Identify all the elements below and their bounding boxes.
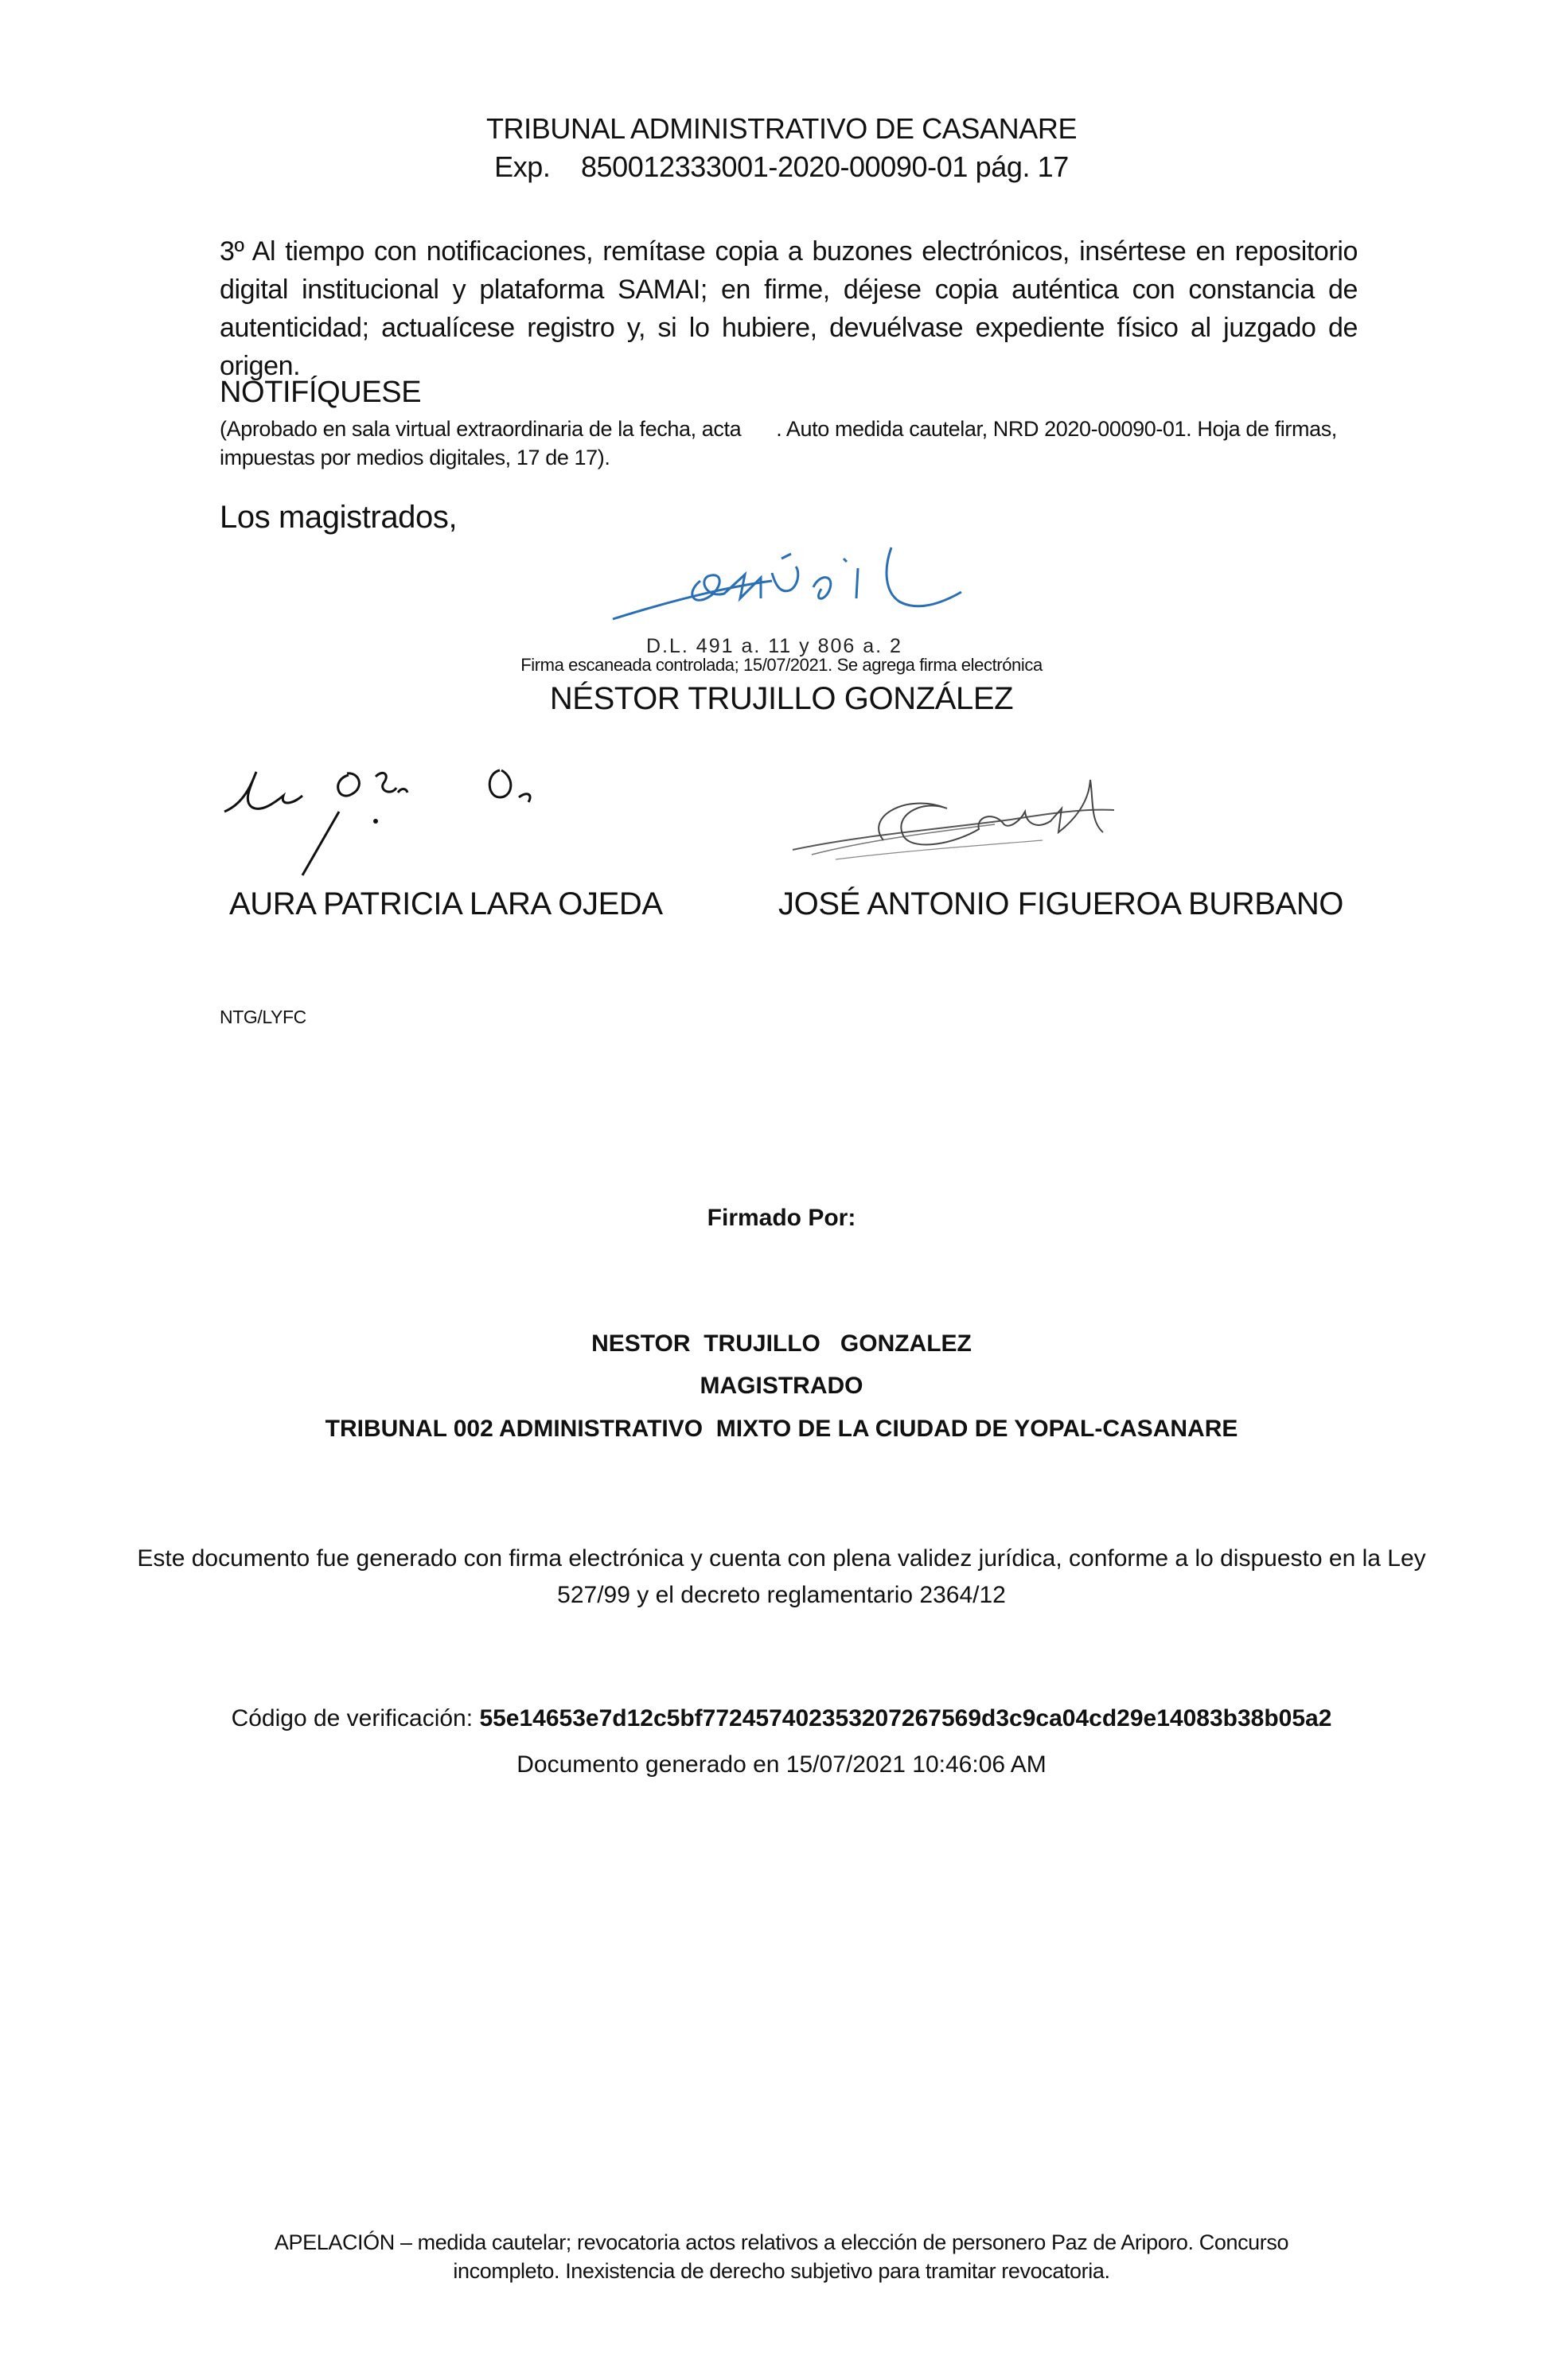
approval-note-part-b: . Auto medida cautelar, NRD 2020-00090-01. Hoja de firmas, xyxy=(776,417,1337,441)
exp-label: Exp. xyxy=(494,150,551,183)
stamp-text: D.L. 491 a. 11 y 806 a. 2 xyxy=(646,635,902,657)
verification-label: Código de verificación: xyxy=(231,1705,474,1731)
verification-code: 55e14653e7d12c5bf772457402353207267569d3c9ca04cd29e14083b38b05a2 xyxy=(479,1705,1332,1731)
exp-number: 850012333001-2020-00090-01 pág. 17 xyxy=(580,150,1069,183)
approval-note-line1 xyxy=(220,415,1382,442)
court-header: TRIBUNAL ADMINISTRATIVO DE CASANARE xyxy=(485,112,1078,145)
legal-validity-note xyxy=(80,1541,1483,1614)
generated-timestamp: Documento generado en 15/07/2021 10:46:06 AM xyxy=(516,1751,1047,1778)
signed-by-label: Firmado Por: xyxy=(707,1205,856,1231)
magistrate-name-2: AURA PATRICIA LARA OJEDA xyxy=(229,886,663,921)
magistrate-name-3: JOSÉ ANTONIO FIGUEROA BURBANO xyxy=(778,886,1344,921)
case-number xyxy=(0,150,1563,185)
initials: NTG/LYFC xyxy=(220,1007,306,1027)
footer-line2: incompleto. Inexistencia de derecho subjetivo para tramitar revocatoria. xyxy=(453,2259,1110,2283)
scanned-signature-note: Firma escaneada controlada; 15/07/2021. Se agrega firma electrónica xyxy=(520,655,1043,675)
page-footer xyxy=(0,2228,1563,2285)
signature-image-3 xyxy=(788,764,1122,875)
approval-note-part-a: (Aprobado en sala virtual extraordinaria de la fecha, acta xyxy=(220,417,742,441)
magistrate-name-1: NÉSTOR TRUJILLO GONZÁLEZ xyxy=(549,681,1014,716)
verification-line xyxy=(0,1703,1563,1735)
approval-note-line2: impuestas por medios digitales, 17 de 17). xyxy=(220,446,610,469)
notify-heading: NOTIFÍQUESE xyxy=(220,376,422,409)
signer-role: MAGISTRADO xyxy=(700,1373,863,1399)
signer-tribunal: TRIBUNAL 002 ADMINISTRATIVO MIXTO DE LA CIUDAD DE YOPAL-CASANARE xyxy=(325,1416,1238,1442)
signature-image-1 xyxy=(605,525,971,637)
legal-validity-line1: Este documento fue generado con firma electrónica y cuenta con plena validez jurídica, conforme a lo dispuesto en la Ley xyxy=(137,1545,1426,1572)
footer-line1: APELACIÓN – medida cautelar; revocatoria actos relativos a elección de personero Paz de Ariporo. Concurso xyxy=(274,2230,1289,2254)
signer-name: NESTOR TRUJILLO GONZALEZ xyxy=(591,1330,972,1357)
order-paragraph: 3º Al tiempo con notificaciones, remítase copia a buzones electrónicos, insértese en repositorio digital institucional y plataforma SAMAI; en firme, déjese copia auténtica con constancia de autenticidad; actualícese registro y, si lo hubiere, devuélvase expediente físico al juzgado de origen. xyxy=(220,236,1358,381)
signature-image-2 xyxy=(220,756,586,883)
magistrates-intro: Los magistrados, xyxy=(220,500,458,535)
legal-validity-line2: 527/99 y el decreto reglamentario 2364/12 xyxy=(557,1582,1006,1608)
